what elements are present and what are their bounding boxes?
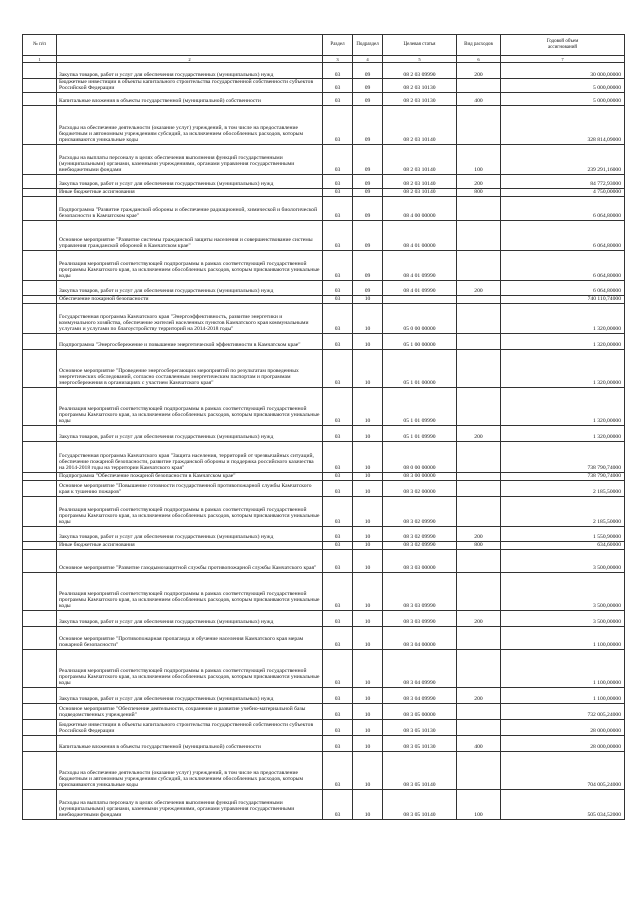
row-number — [23, 303, 57, 333]
row-description: Обеспечение пожарной безопасности — [57, 295, 323, 303]
table-row — [23, 92, 625, 105]
table-row — [23, 572, 625, 610]
row-description: Закупка товаров, работ и услуг для обеспечения государственных (муниципальных) нужд — [57, 610, 323, 626]
row-target-item: 05 0 00 00000 — [383, 303, 457, 333]
table-row — [23, 441, 625, 472]
row-section: 03 — [323, 735, 353, 751]
budget-table-page — [22, 34, 624, 820]
column-index-row — [23, 56, 625, 63]
row-section: 03 — [323, 472, 353, 480]
row-target-item: 08 4 01 09990 — [383, 250, 457, 280]
row-expense-type: 200 — [457, 63, 501, 79]
row-amount: 634,60000 — [501, 541, 625, 549]
row-section: 03 — [323, 703, 353, 719]
table-row — [23, 174, 625, 188]
row-amount: 30 000,00000 — [501, 63, 625, 79]
row-expense-type: 200 — [457, 687, 501, 703]
row-subsection: 09 — [353, 79, 383, 93]
row-section: 03 — [323, 626, 353, 649]
row-amount: 84 772,93000 — [501, 174, 625, 188]
row-amount: 28 000,00000 — [501, 719, 625, 735]
row-number — [23, 441, 57, 472]
row-number — [23, 703, 57, 719]
row-target-item: 08 2 03 10140 — [383, 144, 457, 174]
row-description: Закупка товаров, работ и услуг для обеспечения государственных (муниципальных) нужд — [57, 687, 323, 703]
row-expense-type — [457, 472, 501, 480]
row-target-item: 08 3 03 09990 — [383, 610, 457, 626]
row-description: Расходы на выплаты персоналу в целях обеспечения выполнения функций государственными (муниципальными) органами, казенными учреждениями, органами управления государственными внебюджетными фондами — [57, 144, 323, 174]
table-body — [23, 63, 625, 820]
row-expense-type — [457, 441, 501, 472]
table-row — [23, 526, 625, 541]
row-target-item: 08 3 00 00000 — [383, 472, 457, 480]
row-subsection: 10 — [353, 719, 383, 735]
row-amount: 328 814,09000 — [501, 105, 625, 144]
table-row — [23, 703, 625, 719]
row-section: 03 — [323, 174, 353, 188]
row-expense-type — [457, 220, 501, 250]
row-description: Подпрограмма "Развитие гражданской обороны и обеспечение радиационной, химической и биологической безопасности в Камчатском крае" — [57, 196, 323, 220]
row-number — [23, 333, 57, 349]
row-number — [23, 220, 57, 250]
row-amount: 6 064,80000 — [501, 196, 625, 220]
row-subsection: 10 — [353, 703, 383, 719]
table-row — [23, 333, 625, 349]
table-row — [23, 687, 625, 703]
table-row — [23, 303, 625, 333]
row-subsection: 10 — [353, 295, 383, 303]
row-expense-type: 200 — [457, 280, 501, 295]
row-expense-type: 200 — [457, 610, 501, 626]
row-number — [23, 549, 57, 572]
row-amount: 6 064,80000 — [501, 250, 625, 280]
row-amount: 5 000,00000 — [501, 79, 625, 93]
row-section: 03 — [323, 105, 353, 144]
table-row — [23, 105, 625, 144]
row-target-item: 08 0 00 00000 — [383, 441, 457, 472]
row-number — [23, 188, 57, 196]
row-subsection: 10 — [353, 789, 383, 819]
row-subsection: 09 — [353, 174, 383, 188]
row-subsection: 10 — [353, 735, 383, 751]
row-amount: 1 100,00000 — [501, 687, 625, 703]
row-expense-type: 200 — [457, 174, 501, 188]
row-subsection: 09 — [353, 144, 383, 174]
row-section: 03 — [323, 280, 353, 295]
row-section: 03 — [323, 92, 353, 105]
row-section: 03 — [323, 480, 353, 496]
row-expense-type — [457, 333, 501, 349]
row-amount: 505 034,52000 — [501, 789, 625, 819]
table-row — [23, 735, 625, 751]
row-subsection: 09 — [353, 63, 383, 79]
table-row — [23, 79, 625, 93]
row-amount: 3 500,00000 — [501, 549, 625, 572]
row-expense-type — [457, 387, 501, 425]
header-amount — [501, 35, 625, 56]
row-subsection: 09 — [353, 92, 383, 105]
row-number — [23, 387, 57, 425]
row-section: 03 — [323, 610, 353, 626]
row-expense-type — [457, 649, 501, 687]
row-expense-type: 200 — [457, 425, 501, 441]
row-target-item: 08 2 03 10140 — [383, 105, 457, 144]
row-amount: 2 185,50000 — [501, 480, 625, 496]
table-row — [23, 472, 625, 480]
row-expense-type — [457, 719, 501, 735]
row-section: 03 — [323, 572, 353, 610]
row-expense-type — [457, 295, 501, 303]
row-subsection: 10 — [353, 549, 383, 572]
row-amount: 1 320,00000 — [501, 349, 625, 387]
row-target-item: 08 3 02 09990 — [383, 496, 457, 526]
row-expense-type — [457, 79, 501, 93]
row-expense-type: 800 — [457, 541, 501, 549]
row-target-item: 08 3 05 10130 — [383, 719, 457, 735]
row-expense-type — [457, 496, 501, 526]
row-target-item: 08 2 03 10140 — [383, 188, 457, 196]
row-target-item — [383, 295, 457, 303]
row-description: Реализация мероприятий соответствующей подпрограммы в рамках соответствующей государственной программы Камчатского края, за исключением обособленных расходов, которым присваиваются уникальные коды — [57, 649, 323, 687]
header-subsection: Подраздел — [353, 35, 383, 56]
row-number — [23, 719, 57, 735]
row-target-item: 08 3 05 10140 — [383, 751, 457, 789]
row-target-item: 08 3 02 00000 — [383, 480, 457, 496]
row-description: Иные бюджетные ассигнования — [57, 188, 323, 196]
row-subsection: 10 — [353, 303, 383, 333]
row-description: Основное мероприятие "Противопожарная пропаганда и обучение населения Камчатского края мерам пожарной безопасности" — [57, 626, 323, 649]
row-target-item: 08 4 00 00000 — [383, 196, 457, 220]
row-number — [23, 789, 57, 819]
row-expense-type — [457, 105, 501, 144]
row-description: Капитальные вложения в объекты государственной (муниципальной) собственности — [57, 92, 323, 105]
column-index: 3 — [323, 56, 353, 63]
row-target-item: 08 2 03 10130 — [383, 79, 457, 93]
column-index: 5 — [383, 56, 457, 63]
row-amount: 3 500,00000 — [501, 572, 625, 610]
row-number — [23, 496, 57, 526]
row-description: Основное мероприятие "Проведение энергосберегающих мероприятий по результатам проведенных энергетических обследований, согласно составленным энергетическим паспортам и программам энергосбережения в организациях с участием Камчатского края" — [57, 349, 323, 387]
table-row — [23, 649, 625, 687]
row-amount: 1 320,00000 — [501, 387, 625, 425]
row-subsection: 10 — [353, 526, 383, 541]
table-row — [23, 610, 625, 626]
row-expense-type — [457, 751, 501, 789]
table-row — [23, 196, 625, 220]
row-target-item: 08 3 03 09990 — [383, 572, 457, 610]
row-subsection: 10 — [353, 349, 383, 387]
row-subsection: 10 — [353, 441, 383, 472]
row-number — [23, 526, 57, 541]
row-description: Расходы на обеспечение деятельности (оказание услуг) учреждений, в том числе на предоставление бюджетным и автономным учреждениям субсидий, за исключением обособленных расходов, которым присваиваются уникальные коды — [57, 751, 323, 789]
row-section: 03 — [323, 295, 353, 303]
row-expense-type — [457, 349, 501, 387]
table-row — [23, 220, 625, 250]
row-subsection: 10 — [353, 387, 383, 425]
budget-allocation-table — [22, 34, 625, 820]
row-description: Бюджетные инвестиции в объекты капитального строительства государственной собственности субъектов Российской Федерации — [57, 719, 323, 735]
row-description: Капитальные вложения в объекты государственной (муниципальной) собственности — [57, 735, 323, 751]
row-number — [23, 649, 57, 687]
row-number — [23, 735, 57, 751]
row-description: Расходы на обеспечение деятельности (оказание услуг) учреждений, в том числе на предоставление бюджетным и автономным учреждениям субсидий, за исключением обособленных расходов, которым присваиваются уникальные коды — [57, 105, 323, 144]
table-row — [23, 789, 625, 819]
row-expense-type — [457, 303, 501, 333]
row-subsection: 09 — [353, 188, 383, 196]
row-number — [23, 480, 57, 496]
row-number — [23, 349, 57, 387]
row-target-item: 08 3 04 09990 — [383, 687, 457, 703]
header-name — [57, 35, 323, 56]
row-subsection: 10 — [353, 425, 383, 441]
row-subsection: 10 — [353, 751, 383, 789]
row-section: 03 — [323, 549, 353, 572]
row-amount: 1 320,00000 — [501, 303, 625, 333]
row-section: 03 — [323, 719, 353, 735]
row-description: Государственная программа Камчатского края "Энергоэффективность, развитие энергетики и коммунального хозяйства, обеспечение жителей населенных пунктов Камчатского края коммунальными услугами и услугами по благоустройству территорий на 2014-2018 годы" — [57, 303, 323, 333]
row-target-item: 08 3 05 00000 — [383, 703, 457, 719]
row-target-item: 08 3 04 09990 — [383, 649, 457, 687]
table-row — [23, 295, 625, 303]
table-row — [23, 719, 625, 735]
row-subsection: 09 — [353, 250, 383, 280]
row-description: Закупка товаров, работ и услуг для обеспечения государственных (муниципальных) нужд — [57, 174, 323, 188]
row-description: Подпрограмма "Энергосбережение и повышение энергетической эффективности в Камчатском крае" — [57, 333, 323, 349]
row-expense-type: 100 — [457, 789, 501, 819]
row-expense-type: 800 — [457, 188, 501, 196]
row-target-item: 05 1 01 09990 — [383, 425, 457, 441]
row-section: 03 — [323, 333, 353, 349]
column-index: 1 — [23, 56, 57, 63]
row-target-item: 05 1 01 09990 — [383, 387, 457, 425]
table-row — [23, 549, 625, 572]
table-row — [23, 144, 625, 174]
row-section: 03 — [323, 649, 353, 687]
table-row — [23, 188, 625, 196]
row-subsection: 09 — [353, 220, 383, 250]
row-amount: 738 790,74000 — [501, 441, 625, 472]
row-subsection: 10 — [353, 572, 383, 610]
row-number — [23, 250, 57, 280]
row-subsection: 10 — [353, 472, 383, 480]
table-row — [23, 387, 625, 425]
row-description: Подпрограмма "Обеспечение пожарной безопасности в Камчатском крае" — [57, 472, 323, 480]
row-expense-type — [457, 196, 501, 220]
row-section: 03 — [323, 425, 353, 441]
row-description: Реализация мероприятий соответствующей подпрограммы в рамках соответствующей государственной программы Камчатского края, за исключением обособленных расходов, которым присваиваются уникальные коды — [57, 496, 323, 526]
row-number — [23, 687, 57, 703]
row-section: 03 — [323, 496, 353, 526]
row-subsection: 10 — [353, 610, 383, 626]
row-expense-type — [457, 549, 501, 572]
row-section: 03 — [323, 541, 353, 549]
row-amount: 28 000,00000 — [501, 735, 625, 751]
row-amount: 2 185,50000 — [501, 496, 625, 526]
row-number — [23, 472, 57, 480]
row-amount: 1 320,00000 — [501, 425, 625, 441]
row-section: 03 — [323, 188, 353, 196]
row-amount: 239 291,16000 — [501, 144, 625, 174]
header-amount-line2: ассигнований — [547, 45, 578, 50]
row-number — [23, 295, 57, 303]
row-amount: 6 064,80000 — [501, 220, 625, 250]
row-expense-type — [457, 572, 501, 610]
column-index: 4 — [353, 56, 383, 63]
row-description: Закупка товаров, работ и услуг для обеспечения государственных (муниципальных) нужд — [57, 280, 323, 295]
header-number: № п/п — [23, 35, 57, 56]
row-target-item: 05 1 00 00000 — [383, 333, 457, 349]
table-row — [23, 751, 625, 789]
header-target-item: Целевая статья — [383, 35, 457, 56]
row-amount: 1 550,90000 — [501, 526, 625, 541]
row-description: Основное мероприятие "Повышение готовности государственной противопожарной службы Камчатского края к тушению пожаров" — [57, 480, 323, 496]
row-number — [23, 425, 57, 441]
row-section: 03 — [323, 387, 353, 425]
row-amount: 740 110,74000 — [501, 295, 625, 303]
table-row — [23, 626, 625, 649]
row-section: 03 — [323, 196, 353, 220]
row-number — [23, 541, 57, 549]
row-expense-type — [457, 626, 501, 649]
row-amount: 1 100,00000 — [501, 649, 625, 687]
row-subsection: 09 — [353, 280, 383, 295]
row-amount: 3 500,00000 — [501, 610, 625, 626]
row-target-item: 08 4 01 00000 — [383, 220, 457, 250]
row-subsection: 10 — [353, 687, 383, 703]
row-amount: 4 750,00000 — [501, 188, 625, 196]
row-expense-type — [457, 250, 501, 280]
row-amount: 704 005,24000 — [501, 751, 625, 789]
row-amount: 1 100,00000 — [501, 626, 625, 649]
row-description: Иные бюджетные ассигнования — [57, 541, 323, 549]
row-amount: 5 000,00000 — [501, 92, 625, 105]
row-target-item: 08 2 03 10140 — [383, 174, 457, 188]
row-section: 03 — [323, 751, 353, 789]
row-target-item: 08 3 02 09990 — [383, 541, 457, 549]
row-section: 03 — [323, 79, 353, 93]
row-subsection: 10 — [353, 496, 383, 526]
row-section: 03 — [323, 250, 353, 280]
row-number — [23, 174, 57, 188]
row-number — [23, 751, 57, 789]
row-expense-type: 400 — [457, 92, 501, 105]
row-description: Основное мероприятие "Обеспечение деятельности, сохранение и развитие учебно-материальной базы подведомственных учреждений" — [57, 703, 323, 719]
row-expense-type — [457, 703, 501, 719]
row-description: Государственная программа Камчатского края "Защита населения, территорий от чрезвычайных ситуаций, обеспечение пожарной безопасности, развитие гражданской обороны и поддержка российского казачества на 2014-2018 годы на территории Камчатского края" — [57, 441, 323, 472]
row-section: 03 — [323, 441, 353, 472]
row-subsection: 10 — [353, 333, 383, 349]
row-expense-type — [457, 480, 501, 496]
row-number — [23, 63, 57, 79]
row-number — [23, 144, 57, 174]
row-number — [23, 196, 57, 220]
row-subsection: 10 — [353, 480, 383, 496]
table-row — [23, 280, 625, 295]
row-subsection: 09 — [353, 196, 383, 220]
header-expense-type: Вид расходов — [457, 35, 501, 56]
row-expense-type: 400 — [457, 735, 501, 751]
row-number — [23, 280, 57, 295]
row-section: 03 — [323, 144, 353, 174]
row-section: 03 — [323, 526, 353, 541]
row-section: 03 — [323, 349, 353, 387]
column-index: 7 — [501, 56, 625, 63]
row-target-item: 08 3 04 00000 — [383, 626, 457, 649]
row-number — [23, 79, 57, 93]
row-subsection: 09 — [353, 105, 383, 144]
row-number — [23, 626, 57, 649]
table-row — [23, 541, 625, 549]
row-section: 03 — [323, 789, 353, 819]
row-description: Реализация мероприятий соответствующей подпрограммы в рамках соответствующей государственной программы Камчатского края, за исключением обособленных расходов, которым присваиваются уникальные коды — [57, 387, 323, 425]
row-subsection: 10 — [353, 626, 383, 649]
row-target-item: 08 2 03 10130 — [383, 92, 457, 105]
row-section: 03 — [323, 63, 353, 79]
row-amount: 1 320,00000 — [501, 333, 625, 349]
column-index: 2 — [57, 56, 323, 63]
table-row — [23, 496, 625, 526]
row-description: Основное мероприятие "Развитие системы гражданской защиты населения и совершенствование системы управления гражданской обороной в Камчатском крае" — [57, 220, 323, 250]
row-target-item: 08 3 05 10130 — [383, 735, 457, 751]
row-description: Реализация мероприятий соответствующей подпрограммы в рамках соответствующей государственной программы Камчатского края, за исключением обособленных расходов, которым присваиваются уникальные коды — [57, 250, 323, 280]
row-amount: 732 005,24000 — [501, 703, 625, 719]
row-section: 03 — [323, 687, 353, 703]
row-description: Закупка товаров, работ и услуг для обеспечения государственных (муниципальных) нужд — [57, 425, 323, 441]
table-row — [23, 349, 625, 387]
header-amount-line1: Годовой объем — [546, 39, 579, 44]
row-target-item: 08 3 05 10140 — [383, 789, 457, 819]
row-description: Расходы на выплаты персоналу в целях обеспечения выполнения функций государственными (муниципальными) органами, казенными учреждениями, органами управления государственными внебюджетными фондами — [57, 789, 323, 819]
row-section: 03 — [323, 303, 353, 333]
table-header-row — [23, 35, 625, 56]
table-row — [23, 250, 625, 280]
row-section: 03 — [323, 220, 353, 250]
row-description: Основное мероприятие "Развитие газодымозащитной службы противопожарной службы Камчатского края" — [57, 549, 323, 572]
row-subsection: 10 — [353, 541, 383, 549]
table-row — [23, 63, 625, 79]
row-description: Реализация мероприятий соответствующей подпрограммы в рамках соответствующей государственной программы Камчатского края, за исключением обособленных расходов, которым присваиваются уникальные коды — [57, 572, 323, 610]
table-row — [23, 425, 625, 441]
row-expense-type: 100 — [457, 144, 501, 174]
column-index: 6 — [457, 56, 501, 63]
row-amount: 6 064,80000 — [501, 280, 625, 295]
row-number — [23, 92, 57, 105]
row-amount: 738 790,74000 — [501, 472, 625, 480]
header-section: Раздел — [323, 35, 353, 56]
row-description: Бюджетные инвестиции в объекты капитального строительства государственной собственности субъектов Российской Федерации — [57, 79, 323, 93]
table-row — [23, 480, 625, 496]
row-subsection: 10 — [353, 649, 383, 687]
row-target-item: 08 3 02 09990 — [383, 526, 457, 541]
row-target-item: 08 2 03 09990 — [383, 63, 457, 79]
row-number — [23, 572, 57, 610]
row-description: Закупка товаров, работ и услуг для обеспечения государственных (муниципальных) нужд — [57, 63, 323, 79]
row-target-item: 08 4 01 09990 — [383, 280, 457, 295]
row-target-item: 05 1 01 00000 — [383, 349, 457, 387]
row-expense-type: 200 — [457, 526, 501, 541]
row-number — [23, 610, 57, 626]
row-number — [23, 105, 57, 144]
row-description: Закупка товаров, работ и услуг для обеспечения государственных (муниципальных) нужд — [57, 526, 323, 541]
row-target-item: 08 3 03 00000 — [383, 549, 457, 572]
